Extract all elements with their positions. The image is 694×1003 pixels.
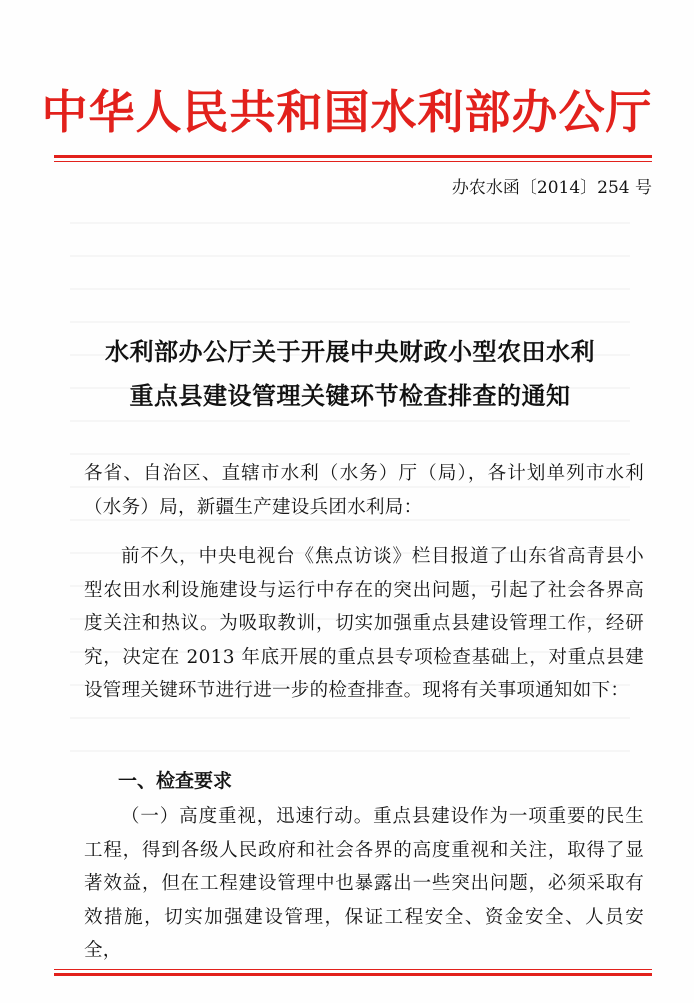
document-title-line-2: 重点县建设管理关键环节检查排查的通知 [129, 382, 571, 410]
footer-red-rule-thin [54, 969, 652, 970]
document-title [60, 330, 640, 418]
addressee-paragraph: 各省、自治区、直辖市水利（水务）厅（局），各计划单列市水利（水务）局，新疆生产建设兵团水利局： [84, 463, 644, 518]
body-paragraph-1: 前不久，中央电视台《焦点访谈》栏目报道了山东省高青县小型农田水利设施建设与运行中存在的突出问题，引起了社会各界高度关注和热议。为吸取教训，切实加强重点县建设管理工作，经研究，决定在 2013 年底开展的重点县专项检查基础上，对重点县建设管理关键环节进行进一步的检查排查。现将有关事项通知如下： [84, 546, 644, 701]
issuing-authority-header: 中华人民共和国水利部办公厅 [41, 85, 653, 139]
document-number: 办农水函〔2014〕254 号 [451, 178, 652, 198]
header-red-rule-thick [54, 155, 652, 158]
document-title-line-1: 水利部办公厅关于开展中央财政小型农田水利 [105, 338, 595, 366]
footer-red-rule-thick [54, 973, 652, 976]
header-red-rule-thin [54, 161, 652, 162]
body-paragraph-2: （一）高度重视，迅速行动。重点县建设作为一项重要的民生工程，得到各级人民政府和社会各界的高度重视和关注，取得了显著效益，但在工程建设管理中也暴露出一些突出问题，必须采取有效措施，切实加强建设管理，保证工程安全、资金安全、人员安全， [84, 806, 644, 961]
section-heading-1: 一、检查要求 [118, 770, 233, 792]
